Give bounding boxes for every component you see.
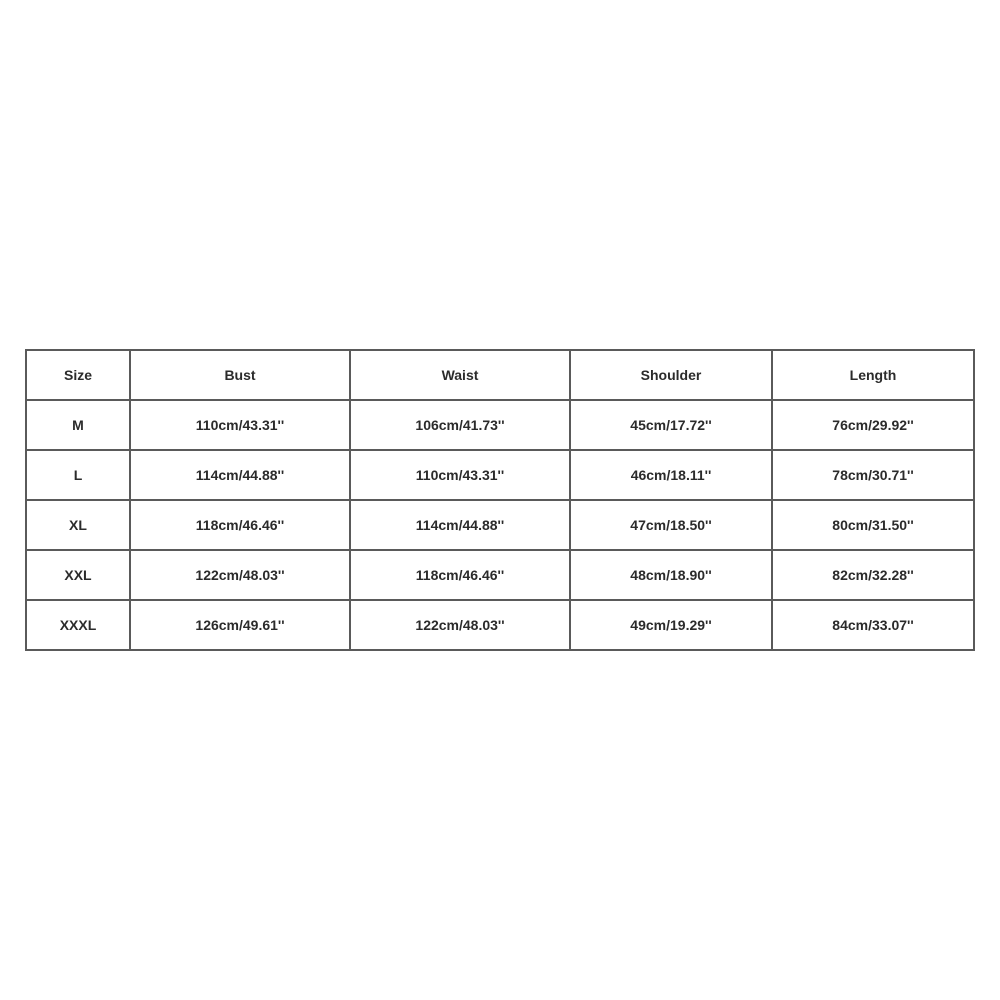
cell-size: XL [26, 500, 130, 550]
cell-shoulder: 45cm/17.72'' [570, 400, 772, 450]
cell-bust: 122cm/48.03'' [130, 550, 350, 600]
cell-size: XXL [26, 550, 130, 600]
cell-shoulder: 46cm/18.11'' [570, 450, 772, 500]
header-size: Size [26, 350, 130, 400]
size-chart-table [25, 349, 975, 651]
cell-length: 76cm/29.92'' [772, 400, 974, 450]
cell-waist: 122cm/48.03'' [350, 600, 570, 650]
cell-size: XXXL [26, 600, 130, 650]
cell-bust: 110cm/43.31'' [130, 400, 350, 450]
cell-length: 80cm/31.50'' [772, 500, 974, 550]
table-row [26, 500, 974, 550]
cell-waist: 106cm/41.73'' [350, 400, 570, 450]
cell-size: M [26, 400, 130, 450]
size-chart-body [26, 400, 974, 650]
cell-waist: 114cm/44.88'' [350, 500, 570, 550]
cell-bust: 114cm/44.88'' [130, 450, 350, 500]
cell-length: 82cm/32.28'' [772, 550, 974, 600]
cell-shoulder: 49cm/19.29'' [570, 600, 772, 650]
cell-shoulder: 48cm/18.90'' [570, 550, 772, 600]
cell-size: L [26, 450, 130, 500]
cell-shoulder: 47cm/18.50'' [570, 500, 772, 550]
cell-bust: 126cm/49.61'' [130, 600, 350, 650]
cell-waist: 118cm/46.46'' [350, 550, 570, 600]
header-length: Length [772, 350, 974, 400]
table-row [26, 450, 974, 500]
header-shoulder: Shoulder [570, 350, 772, 400]
header-row [26, 350, 974, 400]
cell-bust: 118cm/46.46'' [130, 500, 350, 550]
table-row [26, 550, 974, 600]
table-row [26, 400, 974, 450]
cell-waist: 110cm/43.31'' [350, 450, 570, 500]
header-bust: Bust [130, 350, 350, 400]
cell-length: 78cm/30.71'' [772, 450, 974, 500]
header-waist: Waist [350, 350, 570, 400]
table-row [26, 600, 974, 650]
cell-length: 84cm/33.07'' [772, 600, 974, 650]
size-chart-header [26, 350, 974, 400]
